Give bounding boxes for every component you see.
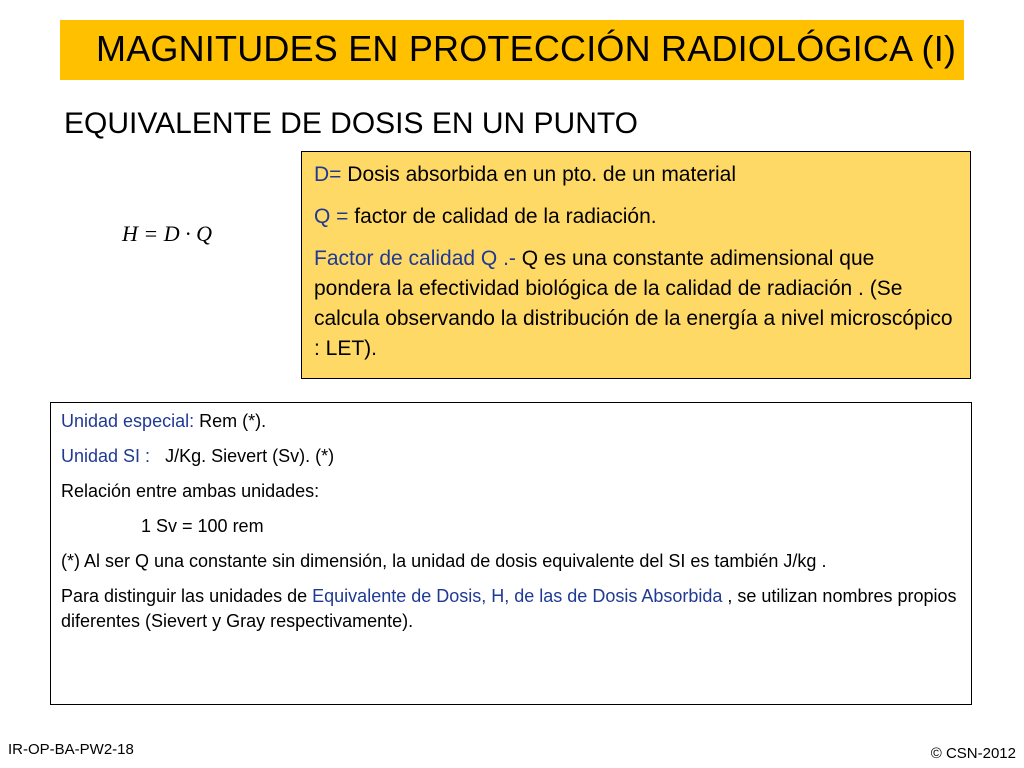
si-unit-value: J/Kg. Sievert (Sv). (*): [150, 446, 335, 466]
copyright-notice: © CSN-2012: [930, 745, 1016, 762]
quality-factor-text: Q es una constante adimensional que pondera la efectividad biológica de la calidad de radiación . (Se calcula observando la distribución de la energía a nivel microscópico : LET).: [314, 247, 953, 360]
distinguish-post-text: , se utilizan nombres propios diferentes (Sievert y Gray respectivamente).: [61, 586, 957, 631]
definition-q: [314, 202, 954, 232]
slide-title: MAGNITUDES EN PROTECCIÓN RADIOLÓGICA (I): [96, 28, 957, 69]
special-unit-label: Unidad especial:: [61, 411, 195, 431]
quality-factor-label: Factor de calidad Q .-: [314, 247, 516, 270]
definition-d-text: Dosis absorbida en un pto. de un material: [341, 163, 737, 186]
definition-d: [314, 160, 954, 190]
dose-equivalent-formula: H = D · Q: [122, 221, 213, 246]
document-code: IR-OP-BA-PW2-18: [8, 741, 134, 758]
dimensionless-note: (*) Al ser Q una constante sin dimensión, la unidad de dosis equivalente del SI es también J/kg .: [61, 551, 827, 571]
distinguish-pre-text: Para distinguir las unidades de: [61, 586, 313, 606]
si-unit-line: [61, 444, 957, 469]
special-unit-line: [61, 409, 957, 434]
unit-equation: 1 Sv = 100 rem: [141, 516, 264, 536]
si-unit-label: Unidad SI :: [61, 446, 151, 466]
definition-q-label: Q =: [314, 205, 349, 228]
special-unit-value: Rem (*).: [194, 411, 267, 431]
relation-label: Relación entre ambas unidades:: [61, 481, 320, 501]
definition-quality-factor: [314, 244, 954, 364]
distinguish-paragraph: [61, 584, 957, 634]
slide-subtitle: EQUIVALENTE DE DOSIS EN UN PUNTO: [64, 107, 638, 140]
definition-d-label: D=: [314, 163, 342, 186]
units-box: [50, 402, 972, 705]
definition-q-text: factor de calidad de la radiación.: [348, 205, 657, 228]
definitions-box: [301, 151, 971, 379]
distinguish-highlight: Equivalente de Dosis, H, de las de Dosis Absorbida: [312, 586, 723, 606]
title-bar: [60, 20, 964, 80]
